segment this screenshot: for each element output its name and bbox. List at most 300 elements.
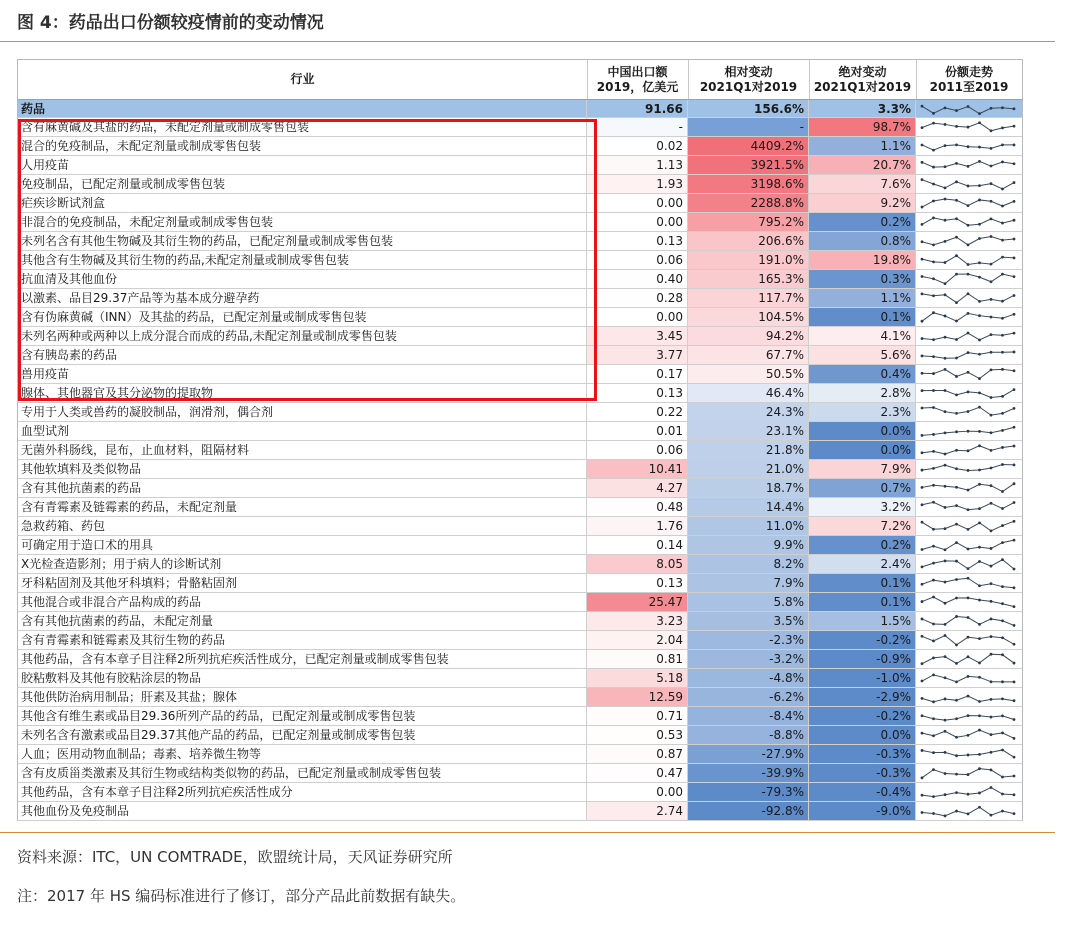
sparkline-point: [944, 261, 947, 264]
sparkline-point: [1001, 106, 1004, 109]
sparkline-point: [967, 655, 970, 658]
sparkline-point: [967, 469, 970, 472]
row-relative-change: 21.0%: [688, 460, 809, 478]
table-row: [17, 783, 1023, 802]
sparkline-point: [955, 125, 958, 128]
sparkline-point: [932, 484, 935, 487]
sparkline-svg: [918, 214, 1018, 230]
sparkline-point: [978, 637, 981, 640]
row-export: 10.41: [587, 460, 688, 478]
row-export: 4.27: [587, 479, 688, 497]
sparkline-point: [1013, 162, 1016, 165]
row-absolute-change: 3.2%: [809, 498, 916, 516]
sparkline-point: [990, 751, 993, 754]
sparkline-point: [932, 562, 935, 565]
sparkline-point: [955, 449, 958, 452]
row-absolute-change: 1.5%: [809, 612, 916, 630]
sparkline-point: [1013, 624, 1016, 627]
sparkline-point: [944, 772, 947, 775]
trend-sparkline: [916, 688, 1022, 706]
sparkline-point: [967, 351, 970, 354]
sparkline-point: [921, 178, 924, 181]
sparkline-point: [932, 812, 935, 815]
sparkline-point: [967, 145, 970, 148]
row-name: 未列名含有其他生物碱及其衍生物的药品，已配定剂量或制成零售包装: [18, 232, 587, 250]
table-row: [17, 612, 1023, 631]
sparkline-point: [978, 753, 981, 756]
sparkline-svg: [918, 803, 1018, 819]
row-absolute-change: 19.8%: [809, 251, 916, 269]
row-export: -: [587, 118, 688, 136]
row-name: X光检查造影剂；用于病人的诊断试剂: [18, 555, 587, 573]
sparkline-point: [978, 314, 981, 317]
sparkline-point: [1001, 334, 1004, 337]
sparkline-point: [1013, 482, 1016, 485]
sparkline-point: [921, 618, 924, 621]
table-row: [17, 593, 1023, 612]
trend-sparkline: [916, 745, 1022, 763]
sparkline-point: [967, 449, 970, 452]
sparkline-point: [921, 434, 924, 437]
sparkline-point: [967, 567, 970, 570]
sparkline-point: [921, 105, 924, 108]
sparkline-point: [944, 368, 947, 371]
sparkline-svg: [918, 423, 1018, 439]
sparkline-point: [932, 112, 935, 115]
sparkline-point: [990, 351, 993, 354]
row-name: 其他药品，含有本章子目注释2所列抗疟疾活性成分，已配定剂量或制成零售包装: [18, 650, 587, 668]
sparkline-point: [932, 122, 935, 125]
sparkline-point: [1013, 256, 1016, 259]
sparkline-point: [932, 450, 935, 453]
sparkline-point: [1013, 520, 1016, 523]
sparkline-point: [944, 315, 947, 318]
row-export: 0.00: [587, 308, 688, 326]
sparkline-svg: [918, 480, 1018, 496]
trend-sparkline: [916, 346, 1022, 364]
row-absolute-change: -1.0%: [809, 669, 916, 687]
sparkline-point: [1013, 219, 1016, 222]
sparkline-point: [932, 545, 935, 548]
row-name: 兽用疫苗: [18, 365, 587, 383]
row-absolute-change: 0.1%: [809, 574, 916, 592]
sparkline-point: [955, 467, 958, 470]
sparkline-point: [944, 165, 947, 168]
sparkline-point: [921, 469, 924, 472]
sparkline-line: [922, 274, 1014, 284]
sparkline-point: [990, 235, 993, 238]
figure-title: 图 4：药品出口份额较疫情前的变动情况: [17, 13, 324, 33]
sparkline-point: [978, 806, 981, 809]
sparkline-point: [990, 333, 993, 336]
table-row: [17, 631, 1023, 650]
sparkline-point: [990, 396, 993, 399]
sparkline-point: [1013, 369, 1016, 372]
row-relative-change: 104.5%: [688, 308, 809, 326]
sparkline-point: [955, 680, 958, 683]
sparkline-svg: [918, 670, 1018, 686]
sparkline-point: [990, 484, 993, 487]
row-relative-change: 165.3%: [688, 270, 809, 288]
sparkline-svg: [918, 101, 1018, 117]
sparkline-line: [922, 180, 1014, 189]
sparkline-point: [990, 414, 993, 417]
table-row: [17, 118, 1023, 137]
sparkline-point: [932, 579, 935, 582]
sparkline-point: [921, 389, 924, 392]
trend-sparkline: [916, 232, 1022, 250]
row-relative-change: 23.1%: [688, 422, 809, 440]
row-absolute-change: 98.7%: [809, 118, 916, 136]
row-name: 专用于人类或兽药的凝胶制品，润滑剂，偶合剂: [18, 403, 587, 421]
sparkline-point: [1001, 653, 1004, 656]
sparkline-point: [967, 273, 970, 276]
sparkline-point: [1013, 332, 1016, 335]
sparkline-point: [921, 503, 924, 506]
sparkline-point: [921, 565, 924, 568]
header-export-line1: 中国出口额: [607, 64, 668, 79]
sparkline-point: [978, 767, 981, 770]
table-row: [17, 308, 1023, 327]
sparkline-point: [967, 636, 970, 639]
sparkline-svg: [918, 328, 1018, 344]
sparkline-point: [1013, 238, 1016, 241]
row-absolute-change: 2.4%: [809, 555, 916, 573]
row-relative-change: 8.2%: [688, 555, 809, 573]
sparkline-svg: [918, 271, 1018, 287]
sparkline-point: [1013, 699, 1016, 702]
row-name: 其他含有生物碱及其衍生物的药品,未配定剂量或制成零售包装: [18, 251, 587, 269]
sparkline-point: [1001, 188, 1004, 191]
sparkline-svg: [918, 347, 1018, 363]
trend-sparkline: [916, 764, 1022, 782]
sparkline-point: [1001, 351, 1004, 354]
row-name: 含有胰岛素的药品: [18, 346, 587, 364]
row-name: 未列名含有激素或品目29.37其他产品的药品，已配定剂量或制成零售包装: [18, 726, 587, 744]
row-name: 其他药品，含有本章子目注释2所列抗疟疾活性成分: [18, 783, 587, 801]
sparkline-point: [1013, 313, 1016, 316]
row-absolute-change: 0.2%: [809, 536, 916, 554]
row-export: 3.23: [587, 612, 688, 630]
header-export-line2: 2019，亿美元: [596, 79, 679, 94]
sparkline-point: [932, 260, 935, 263]
sparkline-point: [1001, 144, 1004, 147]
sparkline-point: [1013, 793, 1016, 796]
sparkline-point: [1001, 585, 1004, 588]
sparkline-point: [955, 615, 958, 618]
sparkline-point: [978, 599, 981, 602]
row-absolute-change: 0.0%: [809, 441, 916, 459]
sparkline-point: [978, 444, 981, 447]
sparkline-point: [967, 243, 970, 246]
row-absolute-change: 9.2%: [809, 194, 916, 212]
row-name: 含有伪麻黄碱（INN）及其盐的药品，已配定剂量或制成零售包装: [18, 308, 587, 326]
sparkline-point: [944, 559, 947, 562]
sparkline-point: [967, 714, 970, 717]
sparkline-point: [990, 733, 993, 736]
sparkline-svg: [918, 461, 1018, 477]
sparkline-point: [921, 486, 924, 489]
row-export: 0.13: [587, 384, 688, 402]
sparkline-svg: [918, 765, 1018, 781]
row-absolute-change: 0.0%: [809, 422, 916, 440]
sparkline-point: [1001, 776, 1004, 779]
sparkline-point: [1013, 680, 1016, 683]
sparkline-point: [1001, 205, 1004, 208]
sparkline-point: [955, 662, 958, 665]
row-export: 2.74: [587, 802, 688, 820]
sparkline-point: [967, 596, 970, 599]
sparkline-point: [944, 240, 947, 243]
trend-sparkline: [916, 726, 1022, 744]
row-export: 0.17: [587, 365, 688, 383]
row-export: 0.00: [587, 213, 688, 231]
sparkline-point: [967, 371, 970, 374]
trend-sparkline: [916, 213, 1022, 231]
sparkline-point: [921, 680, 924, 683]
sparkline-point: [990, 502, 993, 505]
sparkline-point: [921, 548, 924, 551]
row-relative-change: 191.0%: [688, 251, 809, 269]
row-name: 含有其他抗菌素的药品: [18, 479, 587, 497]
sparkline-point: [955, 412, 958, 415]
sparkline-point: [932, 596, 935, 599]
sparkline-point: [1013, 407, 1016, 410]
sparkline-point: [932, 372, 935, 375]
row-name: 其他血份及免疫制品: [18, 802, 587, 820]
sparkline-svg: [918, 442, 1018, 458]
row-relative-change: -92.8%: [688, 802, 809, 820]
table-row: [17, 555, 1023, 574]
sparkline-svg: [918, 613, 1018, 629]
sparkline-point: [1013, 605, 1016, 608]
sparkline-point: [967, 548, 970, 551]
sparkline-point: [932, 657, 935, 660]
trend-sparkline: [916, 441, 1022, 459]
sparkline-point: [990, 547, 993, 550]
trend-sparkline: [916, 327, 1022, 345]
row-relative-change: 18.7%: [688, 479, 809, 497]
sparkline-point: [1013, 388, 1016, 391]
sparkline-point: [932, 795, 935, 798]
row-name: 人血；医用动物血制品；毒素、培养微生物等: [18, 745, 587, 763]
row-absolute-change: 7.9%: [809, 460, 916, 478]
sparkline-point: [1001, 810, 1004, 813]
sparkline-point: [921, 126, 924, 129]
sparkline-point: [1013, 586, 1016, 589]
data-table: [17, 59, 1023, 821]
row-export: 1.13: [587, 156, 688, 174]
sparkline-point: [990, 107, 993, 110]
sparkline-point: [932, 311, 935, 314]
row-name: 其他含有维生素或品目29.36所列产品的药品，已配定剂量或制成零售包装: [18, 707, 587, 725]
sparkline-point: [978, 521, 981, 524]
sparkline-point: [1001, 161, 1004, 164]
row-absolute-change: 0.7%: [809, 479, 916, 497]
table-row: [17, 764, 1023, 783]
row-name: 免疫制品，已配定剂量或制成零售包装: [18, 175, 587, 193]
sparkline-point: [990, 147, 993, 150]
row-relative-change: -39.9%: [688, 764, 809, 782]
sparkline-point: [1013, 737, 1016, 740]
sparkline-point: [955, 736, 958, 739]
row-relative-change: -4.8%: [688, 669, 809, 687]
header-abs-line1: 绝对变动: [838, 64, 887, 79]
row-absolute-change: 0.3%: [809, 270, 916, 288]
sparkline-point: [921, 407, 924, 410]
trend-sparkline: [916, 612, 1022, 630]
row-absolute-change: -0.3%: [809, 764, 916, 782]
sparkline-point: [944, 581, 947, 584]
sparkline-point: [932, 166, 935, 169]
trend-sparkline: [916, 308, 1022, 326]
sparkline-point: [955, 644, 958, 647]
sparkline-point: [1001, 636, 1004, 639]
header-trend-line1: 份额走势: [944, 64, 993, 79]
total-relative-change: 156.6%: [688, 100, 809, 118]
row-export: 3.77: [587, 346, 688, 364]
sparkline-point: [932, 700, 935, 703]
trend-sparkline: [916, 802, 1022, 820]
row-absolute-change: 0.0%: [809, 726, 916, 744]
row-export: 0.81: [587, 650, 688, 668]
row-relative-change: -27.9%: [688, 745, 809, 763]
row-absolute-change: -0.9%: [809, 650, 916, 668]
sparkline-point: [955, 541, 958, 544]
table-row: [17, 175, 1023, 194]
sparkline-svg: [918, 746, 1018, 762]
table-row: [17, 707, 1023, 726]
row-relative-change: -79.3%: [688, 783, 809, 801]
row-name: 其他混合或非混合产品构成的药品: [18, 593, 587, 611]
row-absolute-change: 1.1%: [809, 289, 916, 307]
row-export: 0.48: [587, 498, 688, 516]
sparkline-svg: [918, 233, 1018, 249]
table-row: [17, 327, 1023, 346]
total-trend-sparkline: [916, 100, 1022, 118]
row-relative-change: 14.4%: [688, 498, 809, 516]
sparkline-point: [955, 394, 958, 397]
total-export: 91.66: [587, 100, 688, 118]
sparkline-point: [944, 506, 947, 509]
trend-sparkline: [916, 156, 1022, 174]
sparkline-point: [1001, 697, 1004, 700]
row-relative-change: 11.0%: [688, 517, 809, 535]
sparkline-point: [1013, 181, 1016, 184]
sparkline-point: [944, 336, 947, 339]
sparkline-point: [990, 280, 993, 283]
sparkline-point: [955, 597, 958, 600]
row-absolute-change: 7.6%: [809, 175, 916, 193]
sparkline-point: [978, 714, 981, 717]
table-row: [17, 517, 1023, 536]
sparkline-point: [1013, 144, 1016, 147]
row-absolute-change: 1.1%: [809, 137, 916, 155]
row-export: 0.71: [587, 707, 688, 725]
row-export: 0.14: [587, 536, 688, 554]
sparkline-point: [944, 106, 947, 109]
sparkline-point: [932, 433, 935, 436]
sparkline-point: [990, 165, 993, 168]
row-relative-change: -8.4%: [688, 707, 809, 725]
sparkline-point: [921, 714, 924, 717]
row-absolute-change: -0.2%: [809, 707, 916, 725]
row-name: 含有青霉素及链霉素的药品，未配定剂量: [18, 498, 587, 516]
sparkline-point: [967, 528, 970, 531]
sparkline-svg: [918, 518, 1018, 534]
sparkline-point: [944, 676, 947, 679]
trend-sparkline: [916, 118, 1022, 136]
sparkline-point: [944, 282, 947, 285]
sparkline-point: [978, 430, 981, 433]
trend-sparkline: [916, 555, 1022, 573]
sparkline-point: [978, 391, 981, 394]
sparkline-point: [967, 332, 970, 335]
sparkline-point: [944, 634, 947, 637]
sparkline-svg: [918, 689, 1018, 705]
sparkline-point: [944, 623, 947, 626]
sparkline-point: [921, 161, 924, 164]
row-relative-change: 5.8%: [688, 593, 809, 611]
sparkline-point: [955, 430, 958, 433]
sparkline-point: [932, 355, 935, 358]
sparkline-point: [932, 768, 935, 771]
header-industry: [18, 60, 588, 99]
row-relative-change: 3.5%: [688, 612, 809, 630]
sparkline-point: [944, 527, 947, 530]
sparkline-point: [921, 206, 924, 209]
sparkline-point: [1013, 294, 1016, 297]
sparkline-point: [978, 261, 981, 264]
sparkline-point: [944, 389, 947, 392]
sparkline-svg: [918, 499, 1018, 515]
sparkline-point: [955, 180, 958, 183]
table-row: [17, 498, 1023, 517]
sparkline-point: [1013, 107, 1016, 110]
sparkline-point: [944, 186, 947, 189]
sparkline-point: [1001, 368, 1004, 371]
sparkline-point: [932, 467, 935, 470]
total-name: 药品: [18, 100, 587, 118]
sparkline-svg: [918, 385, 1018, 401]
row-export: 1.93: [587, 175, 688, 193]
sparkline-point: [921, 635, 924, 638]
header-industry-label: 行业: [290, 72, 315, 86]
sparkline-point: [955, 375, 958, 378]
sparkline-point: [944, 293, 947, 296]
sparkline-point: [944, 144, 947, 147]
sparkline-point: [932, 501, 935, 504]
row-name: 急救药箱、药包: [18, 517, 587, 535]
sparkline-point: [1001, 239, 1004, 242]
sparkline-point: [1001, 300, 1004, 303]
sparkline-svg: [918, 708, 1018, 724]
row-export: 25.47: [587, 593, 688, 611]
sparkline-point: [967, 793, 970, 796]
row-relative-change: 7.9%: [688, 574, 809, 592]
sparkline-svg: [918, 138, 1018, 154]
table-row: [17, 346, 1023, 365]
table-row: [17, 156, 1023, 175]
sparkline-point: [955, 699, 958, 702]
row-name: 血型试剂: [18, 422, 587, 440]
row-absolute-change: -0.3%: [809, 745, 916, 763]
sparkline-point: [932, 406, 935, 409]
sparkline-point: [967, 105, 970, 108]
sparkline-point: [944, 431, 947, 434]
sparkline-point: [1001, 412, 1004, 415]
sparkline-point: [944, 548, 947, 551]
